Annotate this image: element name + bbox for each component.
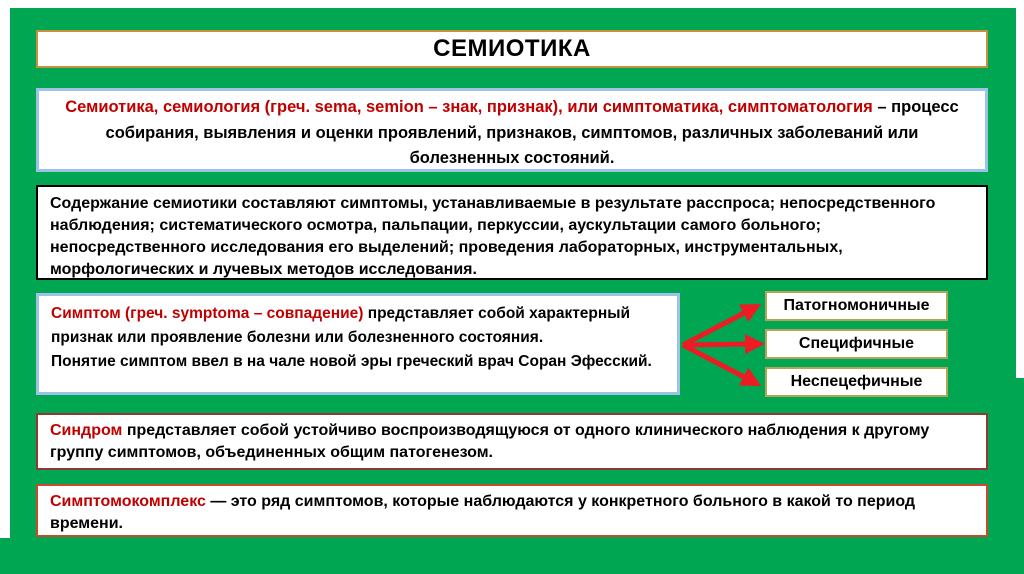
symptom-definition-box bbox=[36, 293, 680, 395]
symptom-type-nonspecific-box bbox=[765, 367, 948, 397]
symptom-complex-definition-box bbox=[36, 484, 988, 537]
semiotics-definition-term: Семиотика, семиология (греч. sema, semion – знак, признак), или симптоматика, симптоматология bbox=[65, 98, 873, 116]
syndrome-definition-box bbox=[36, 413, 988, 470]
symptom-definition-text: представляет собой характерный признак или проявление болезни или болезненного состояния. bbox=[51, 305, 631, 347]
slide-frame-left bbox=[0, 0, 10, 538]
symptom-type-label: Патогномоничные bbox=[783, 297, 930, 314]
symptom-term: Симптом (греч. symptoma – совпадение) bbox=[51, 305, 364, 322]
semiotics-content-box bbox=[36, 185, 988, 280]
symptom-definition-paragraph bbox=[51, 302, 665, 350]
symptom-type-specific-box bbox=[765, 329, 948, 359]
semiotics-content-text: Содержание семиотики составляют симптомы, устанавливаемые в результате расспроса; непосредственного наблюдения; систематического осмотра, пальпации, перкуссии, аускультации самого больного; непосредственного исследования его выделений; проведения лабораторных, инструментальных, морфологических и лучевых методов исследования. bbox=[50, 195, 936, 279]
slide-title-box bbox=[36, 30, 988, 68]
semiotics-definition-text: – процесс собирания, выявления и оценки проявлений, признаков, симптомов, различных заболеваний или болезненных состояний. bbox=[105, 98, 959, 168]
slide-frame-top bbox=[0, 0, 1024, 8]
semiotics-definition-box bbox=[36, 88, 988, 172]
syndrome-definition-text: представляет собой устойчиво воспроизводящуюся от одного клинического наблюдения к другому группу симптомов, объединенных общим патогенезом. bbox=[50, 422, 930, 462]
symptom-type-label: Неспецефичные bbox=[790, 373, 923, 390]
symptom-history-text: Понятие симптом ввел в на чале новой эры греческий врач Соран Эфесский. bbox=[51, 353, 652, 371]
slide-frame-right bbox=[1016, 0, 1024, 378]
symptom-type-label: Специфичные bbox=[798, 335, 915, 352]
syndrome-term: Синдром bbox=[50, 422, 123, 439]
symptom-type-pathognomonic-box bbox=[765, 291, 948, 321]
symptom-complex-definition-text: — это ряд симптомов, которые наблюдаются у конкретного больного в какой то период времени. bbox=[50, 493, 916, 533]
slide-title: СЕМИОТИКА bbox=[433, 35, 591, 62]
symptom-complex-term: Симптомокомплекс bbox=[50, 493, 206, 510]
symptom-types-arrows-graphic bbox=[676, 295, 776, 395]
